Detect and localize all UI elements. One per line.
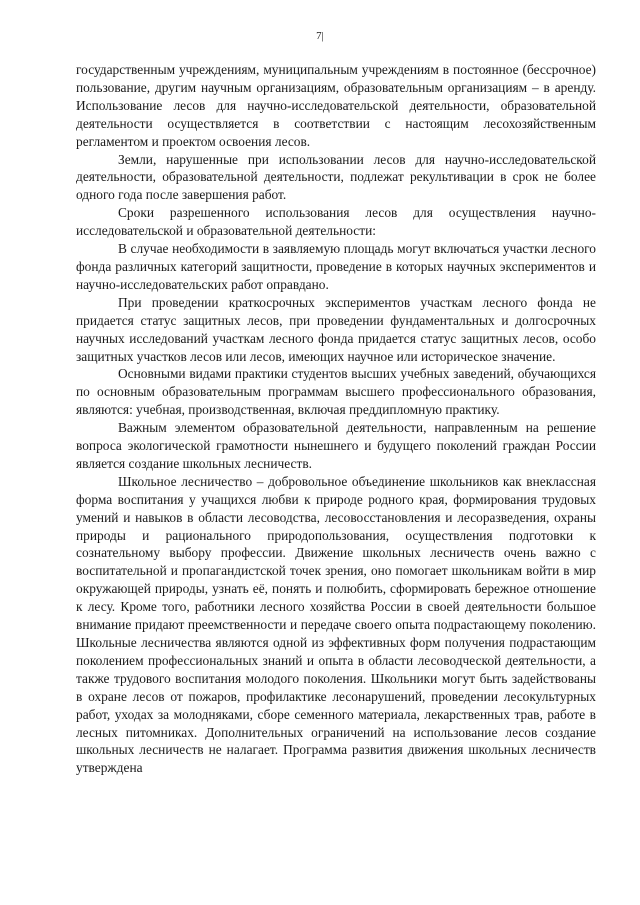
paragraph-protection-categories: В случае необходимости в заявляемую площадь могут включаться участки лесного фонда различных категорий защитности, проведение в которых научных экспериментов и научно-исследовательских работ оправдано. [76,241,596,292]
paragraph-school-forestries-importance: Важным элементом образовательной деятельности, направленным на решение вопроса экологической грамотности нынешнего и будущего поколений граждан России является создание школьных лесничеств. [76,420,596,471]
paragraph-land-reclamation: Земли, нарушенные при использовании лесов для научно-исследовательской деятельности, образовательной деятельности, подлежат рекультивации в срок не более одного года после завершения работ. [76,151,596,203]
paragraph-school-forestry-definition: Школьное лесничество – добровольное объединение школьников как внеклассная форма воспитания у учащихся любви к природе родного края, формирования трудовых умений и навыков в области лесоводства, лесовосстановления и лесоразведения, охраны природы и рационального природопользования, осуществления подготовки к сознательному выбору профессии. Движение школьных лесничеств очень важно с воспитательной и пропагандистской точек зрения, оно помогает школьникам войти в мир окружающей природы, узнать её, понять и полюбить, сформировать бережное отношение к лесу. Кроме того, работники лесного хозяйства России в своей деятельности большое внимание придают преемственности и передаче своего опыта подрастающему поколению. Школьные лесничества являются одной из эффективных форм получения подрастающим поколением профессиональных знаний и опыта в области лесоводческой деятельности, а также трудового воспитания молодого поколения. Школьники могут быть задействованы в охране лесов от пожаров, профилактике лесонарушений, проведении лесокультурных работ, уходах за молодняками, сборе семенного материала, лекарственных трав, работе в лесных питомниках. Дополнительных ограничений на использование лесов создание школьных лесничеств не налагает. Программа развития движения школьных лесничеств утверждена [76,473,596,776]
paragraph-usage-terms: Сроки разрешенного использования лесов для осуществления научно-исследовательской и образовательной деятельности: [76,205,596,239]
body-text [76,61,596,777]
paragraph-student-practice: Основными видами практики студентов высших учебных заведений, обучающихся по основным образовательным программам высшего профессионального образования, являются: учебная, производственная, включая преддипломную практику. [76,366,596,418]
paragraph-experiments-status: При проведении краткосрочных экспериментов участкам лесного фонда не придается статус защитных лесов, при проведении фундаментальных и долгосрочных научных исследований участкам лесного фонда придается статус защитных лесов, особо защитных участков лесов или лесов, имеющих научное или историческое значение. [76,294,596,364]
page-number: 7| [316,30,324,42]
paragraph-continuation: государственным учреждениям, муниципальным учреждениям в постоянное (бессрочное) пользование, другим научным организациям, образовательным организациям – в аренду. Использование лесов для научно-исследовательской деятельности, образовательной деятельности осуществляется в соответствии с настоящим лесохозяйственным регламентом и проектом освоения лесов. [76,62,596,149]
